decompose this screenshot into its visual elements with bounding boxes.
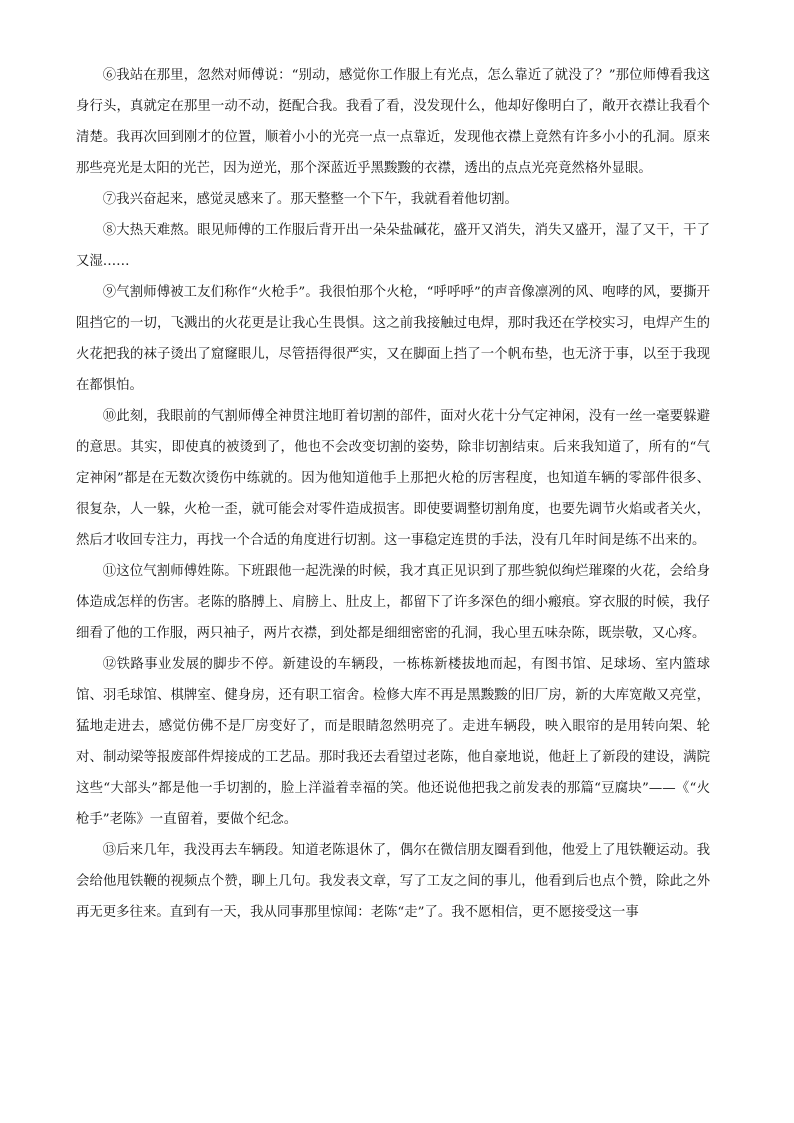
- paragraph-6: ⑥我站在那里，忽然对师傅说：“别动，感觉你工作服上有光点，怎么靠近了就没了？”那位师傅看我这身行头，真就定在那里一动不动，挺配合我。我看了看，没发现什么，他却好像明白了，敞开衣襟让我看个清楚。我再次回到刚才的位置，顺着小小的光亮一点一点靠近，发现他衣襟上竟然有许多小小的孔洞。原来那些亮光是太阳的光芒，因为逆光，那个深蓝近乎黑黢黢的衣襟，透出的点点光亮竟然格外显眼。: [76, 68, 710, 176]
- paragraph-10: ⑩此刻，我眼前的气割师傅全神贯注地盯着切割的部件，面对火花十分气定神闲，没有一丝一毫要躲避的意思。其实，即使真的被烫到了，他也不会改变切割的姿势，除非切割结束。后来我知道了，所有的“气定神闲”都是在无数次烫伤中练就的。因为他知道他手上那把火枪的厉害程度，也知道车辆的零部件很多、很复杂，人一躲，火枪一歪，就可能会对零件造成损害。即使要调整切割角度，也要先调节火焰或者关火，然后才收回专注力，再找一个合适的角度进行切割。这一事稳定连贯的手法，没有几年时间是练不出来的。: [76, 409, 710, 548]
- paragraph-12: ⑫铁路事业发展的脚步不停。新建设的车辆段，一栋栋新楼拔地而起，有图书馆、足球场、室内篮球馆、羽毛球馆、棋牌室、健身房，还有职工宿舍。检修大库不再是黑黢黢的旧厂房，新的大库宽敞又亮堂，猛地走进去，感觉仿佛不是厂房变好了，而是眼睛忽然明亮了。走进车辆段，映入眼帘的是用转向架、轮对、制动梁等报废部件焊接成的工艺品。那时我还去看望过老陈，他自豪地说，他赶上了新段的建设，满院这些“大部头”都是他一手切割的，脸上洋溢着幸福的笑。他还说他把我之前发表的那篇“豆腐块”——《“火枪手”老陈》一直留着，要做个纪念。: [76, 657, 710, 827]
- paragraph-13: ⑬后来几年，我没再去车辆段。知道老陈退休了，偶尔在微信朋友圈看到他，他爱上了甩铁鞭运动。我会给他甩铁鞭的视频点个赞，聊上几句。我发表文章，写了工友之间的事儿，他看到后也点个赞，除此之外再无更多往来。直到有一天，我从同事那里惊闻：老陈“走”了。我不愿相信，更不愿接受这一事: [76, 843, 710, 920]
- paragraph-11: ⑪这位气割师傅姓陈。下班跟他一起洗澡的时候，我才真正见识到了那些貌似绚烂璀璨的火花，会给身体造成怎样的伤害。老陈的胳膊上、肩膀上、肚皮上，都留下了许多深色的细小瘢痕。穿衣服的时候，我仔细看了他的工作服，两只袖子，两片衣襟，到处都是细细密密的孔洞，我心里五味杂陈，既崇敬，又心疼。: [76, 564, 710, 641]
- paragraph-7: ⑦我兴奋起来，感觉灵感来了。那天整整一个下午，我就看着他切割。: [102, 192, 518, 207]
- paragraph-8: ⑧大热天难熬。眼见师傅的工作服后背开出一朵朵盐碱花，盛开又消失，消失又盛开，湿了又干，干了又湿……: [76, 223, 710, 269]
- paragraph-9: ⑨气割师傅被工友们称作“火枪手”。我很怕那个火枪，“呼呼呼”的声音像凛冽的风、咆哮的风，要撕开阻挡它的一切，飞溅出的火花更是让我心生畏惧。这之前我接触过电焊，那时我还在学校实习，电焊产生的火花把我的袜子烫出了窟窿眼儿，尽管捂得很严实，又在脚面上挡了一个帆布垫，也无济于事，以至于我现在都惧怕。: [76, 285, 710, 393]
- document-body: [76, 60, 710, 928]
